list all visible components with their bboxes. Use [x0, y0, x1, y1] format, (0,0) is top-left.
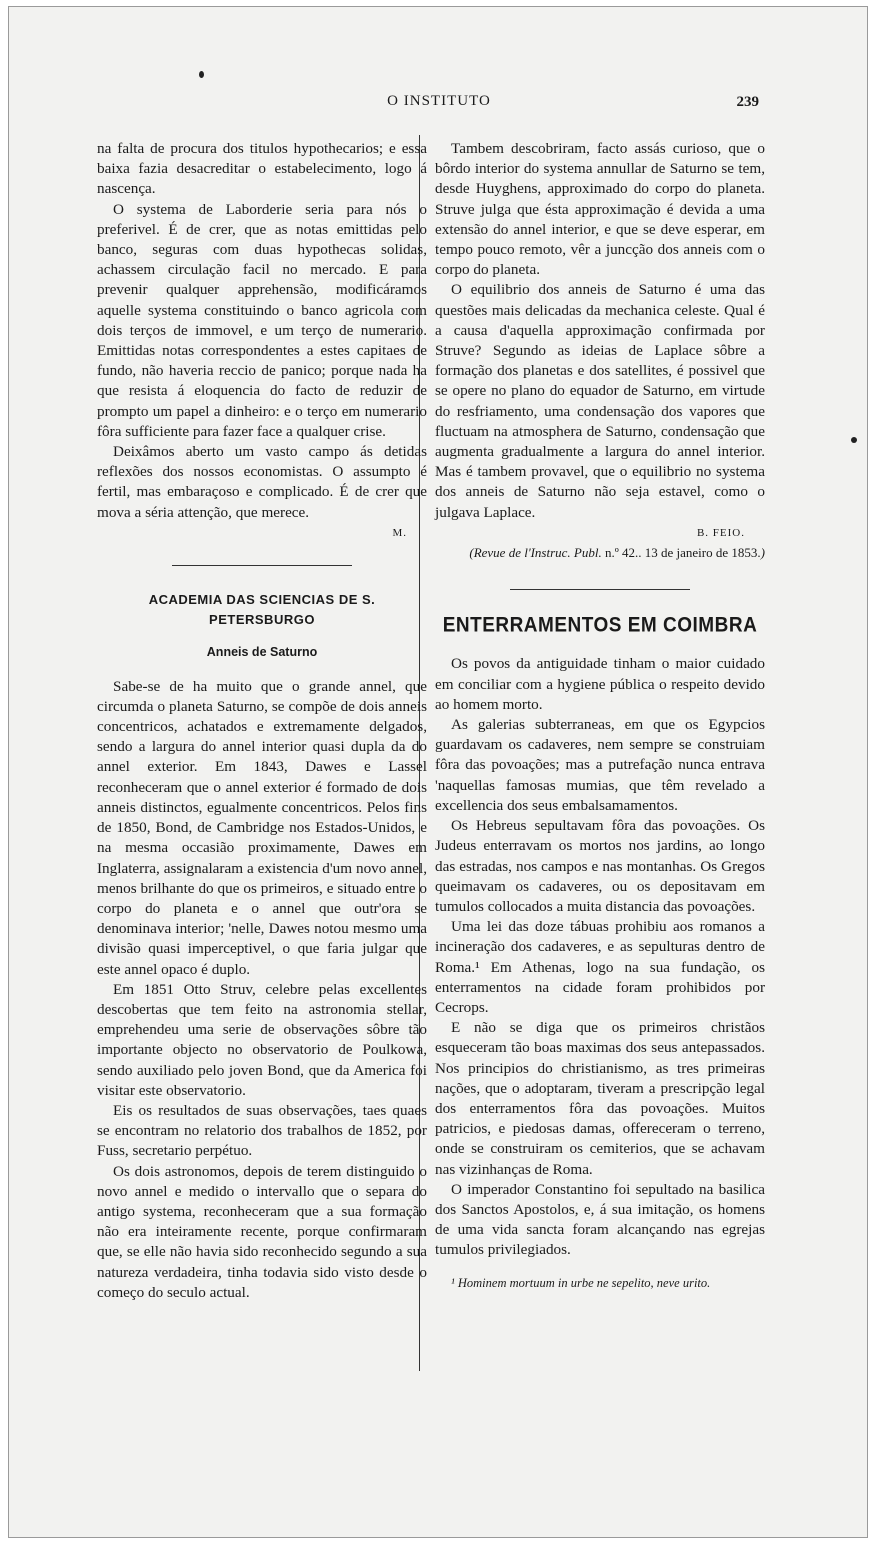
source-citation: (Revue de l'Instruc. Publ. n.º 42.. 13 de janeiro de 1853.) — [469, 545, 765, 561]
citation-detail: n.º 42.. 13 de janeiro de 1853. — [604, 545, 761, 561]
section-subheading: Anneis de Saturno — [206, 645, 318, 660]
signature-line — [435, 523, 765, 543]
paragraph: Tambem descobriram, facto assás curioso, que o bôrdo interior do systema annullar de Saturno se tem, desde Huyghens, approximado do corpo do planeta. Struve julga que ésta approximação é devida a uma extensão do annel interior, e que se deve esperar, em tempo pouco remoto, vêr a juncção dos anneis com o corpo do planeta. — [435, 140, 765, 279]
paragraph: Uma lei das doze tábuas prohibiu aos romanos a incineração dos cadaveres, e as sepulturas dentro de Roma.¹ Em Athenas, logo na sua fundação, os enterramentos na cidade foram prohibidos por Cecrops. — [435, 918, 765, 1016]
paragraph-text: Deixâmos aberto um vasto campo ás detidas reflexões dos nossos economistas. O assumpto é fertil, mas embaraçoso e complicado. É de crer que mova a séria attenção, que merece. — [97, 443, 427, 521]
author-signature: B. FEIO. — [696, 526, 745, 539]
paragraph: As galerias subterraneas, em que os Egypcios guardavam os cadaveres, nem sempre se construiam fôra das povoações; mas a putrefação nunca entrava 'naquellas famosas mumias, que têm revelado a excellencia dos seus embalsamamentos. — [435, 716, 765, 814]
paragraph: O systema de Laborderie seria para nós o preferivel. É de crer, que as notas emittidas pelo banco, seguras com duas hypothecas solidas, achassem circulação facil no mercado. E para prevenir qualquer apprehensão, modificáramos aquelle systema constituindo o banco agricola com dois terços de immovel, e um terço de numerario. Emittidas notas correspondentes a estes capitaes de fundo, não haveria reccio de panico; porque nada ha que resista á eloquencia do facto de reduzir de prompto um papel a dinheiro: e o terço em numerario fôra sufficiente para fazer face a qualquer crise. — [97, 200, 427, 440]
paragraph: E não se diga que os primeiros christãos esqueceram tão boas maximas dos seus antepassados. Nos principios do christianismo, as tres primeiras nações, que o adoptaram, tiveram a prescripção legal dos enterramentos fôra das povoações. Muitos patricios, e piedosas damas, offereceram o terreno, onde se construiram os cemiterios, que se achavam nas vizinhanças de Roma. — [435, 1019, 765, 1178]
section-divider — [172, 565, 352, 566]
paragraph: Os Hebreus sepultavam fôra das povoações. Os Judeus enterravam os mortos nos jardins, ao longo das estradas, nos campos e nas montanhas. Os Gregos queimavam os cadaveres, ou os depositavam em tumulos collocados a muita distancia das povoações. — [435, 817, 765, 915]
paragraph: Os dois astronomos, depois de terem distinguido o novo annel e medido o intervallo que o separa do antigo systema, reconheceram que a sua formação não era inteiramente recente, porque confirmaram que, se elle não havia sido reconhecido segundo a sua natureza verdadeira, tinha todavia sido visto desde o começo do seculo actual. — [97, 1162, 427, 1301]
paragraph: Eis os resultados de suas observações, taes quaes se encontram no relatorio dos trabalhos de 1852, por Fuss, secretario perpétuo. — [97, 1101, 427, 1160]
footnote: ¹ Hominem mortuum in urbe ne sepelito, neve urito. — [451, 1275, 711, 1290]
section-divider — [510, 589, 690, 590]
newspaper-page — [8, 6, 868, 1538]
author-signature: M. — [392, 526, 407, 539]
paragraph: na falta de procura dos titulos hypothecarios; e essa baixa fazia desacreditar o estabelecimento, logo á nascença. — [97, 140, 427, 198]
paragraph — [435, 280, 765, 543]
paragraph: O imperador Constantino foi sepultado na basilica dos Sanctos Apostolos, e, á sua imitação, os homens de uma vida sancta foram alcançando nas egrejas tumulos privilegiados. — [435, 1180, 765, 1259]
paragraph: Em 1851 Otto Struv, celebre pelas excellentes descobertas que tem feito na astronomia stellar, emprehendeu uma serie de observações sôbre tão importante objecto no observatorio de Poulkowa, sendo auxiliado pelo joven Bond, que da America foi visitar este observatorio. — [97, 980, 427, 1099]
section-heading: ENTERRAMENTOS EM COIMBRA — [442, 614, 758, 638]
paragraph — [97, 442, 427, 543]
page-header — [9, 93, 869, 115]
paragraph: Sabe-se de ha muito que o grande annel, que circumda o planeta Saturno, se compõe de dois anneis concentricos, achatados e extremamente delgados, sendo a largura do annel interior quasi dupla da do annel exterior. Em 1843, Dawes e Lassel reconheceram que o annel exterior é formado de dois anneis distinctos, egualmente concentricos. Pelos fins de 1850, Bond, de Cambridge nos Estados-Unidos, e na mesma occasião proximamente, Dawes em Inglaterra, assignalaram a existencia d'um novo annel, menos brilhante do que os primeiros, e situado entre o corpo do planeta e o annel que outr'ora se denominava interior; 'nelle, Dawes notou mesmo uma divisão quasi imperceptivel, o que faria julgar que este annel opaco é duplo. — [97, 677, 427, 978]
right-column — [435, 139, 765, 1293]
paragraph: Os povos da antiguidade tinham o maior cuidado em conciliar com a hygiene pública o respeito devido ao homem morto. — [435, 655, 765, 713]
page-number: 239 — [736, 94, 759, 110]
citation-source: Revue de l'Instruc. Publ. — [473, 545, 602, 561]
journal-title: O INSTITUTO — [387, 93, 491, 109]
section-heading: ACADEMIA DAS SCIENCIAS DE S. PETERSBURGO — [148, 592, 376, 628]
ink-spot — [851, 437, 857, 443]
paragraph-text: O equilibrio dos anneis de Saturno é uma das questões mais delicadas da mechanica celeste. Qual é a causa d'aquella approximação confirmada por Struve? Segundo as ideias de Laplace sôbre a formação dos planetas e dos satellites, é possivel que se opere no plano do equador de Saturno, em virtude do resfriamento, uma condensação dos vapores que fluctuam na atmosphera de Saturno, condensação que augmenta gradualmente a largura do annel interior. Mas é tambem provavel, que o equilibrio no systema dos anneis de Saturno não seja estavel, como o julgava Laplace. — [435, 281, 765, 521]
signature-line — [97, 523, 427, 543]
left-column — [97, 139, 427, 1303]
ink-spot — [199, 71, 204, 78]
